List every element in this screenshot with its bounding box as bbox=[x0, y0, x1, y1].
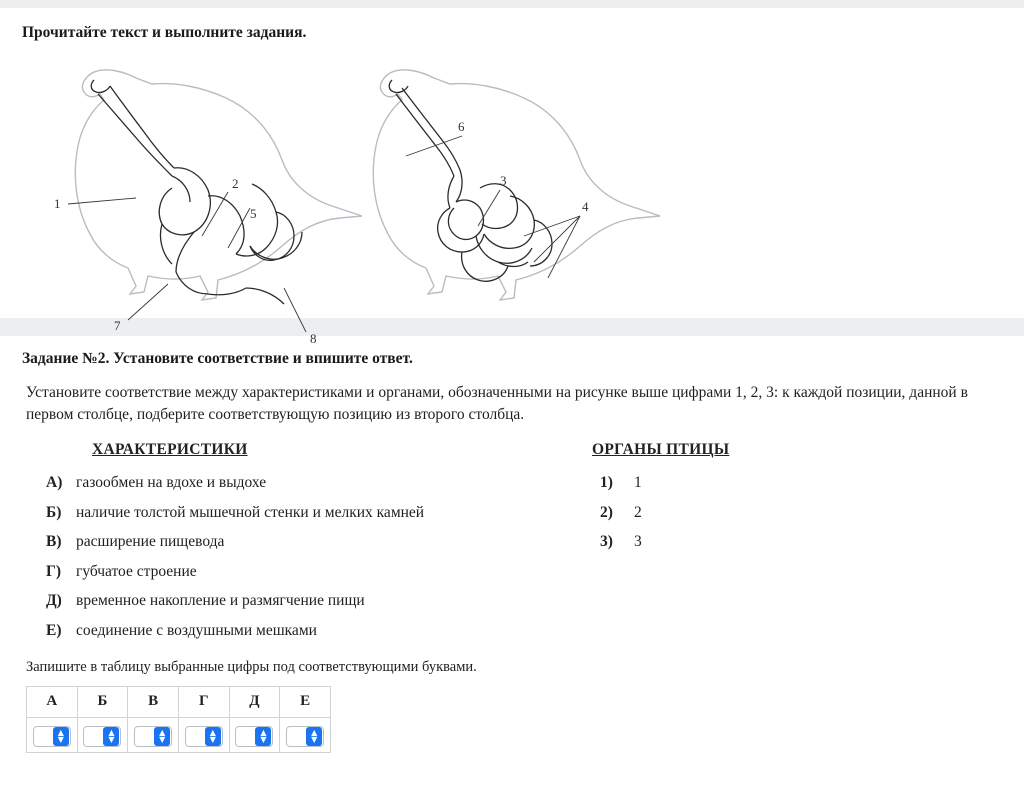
answer-stepper-v[interactable] bbox=[134, 726, 172, 747]
stepper-arrows-icon[interactable]: ▲ ▼ bbox=[205, 727, 221, 746]
task2-title: Задание №2. Установите соответствие и впишите ответ. bbox=[22, 350, 413, 367]
stepper-arrows-icon[interactable]: ▲ ▼ bbox=[154, 727, 170, 746]
figure-label-8: 8 bbox=[310, 331, 317, 346]
answer-stepper-a[interactable] bbox=[33, 726, 71, 747]
answer-header-b: Б bbox=[77, 686, 128, 717]
list-item bbox=[32, 528, 522, 558]
task1-block bbox=[0, 8, 1024, 346]
answer-cell-a bbox=[27, 717, 78, 752]
figure-label-3: 3 bbox=[500, 173, 507, 188]
organ-key-3: 3) bbox=[600, 533, 613, 551]
table-row bbox=[27, 717, 331, 752]
characteristic-text-b: наличие толстой мышечной стенки и мелких камней bbox=[76, 503, 425, 521]
answer-cell-d bbox=[229, 717, 280, 752]
organ-text-1: 1 bbox=[634, 473, 642, 491]
answer-stepper-d[interactable] bbox=[235, 726, 273, 747]
list-item bbox=[522, 499, 942, 529]
answer-cell-b bbox=[77, 717, 128, 752]
stepper-arrows-icon[interactable]: ▲ ▼ bbox=[103, 727, 119, 746]
organs-column bbox=[522, 441, 942, 647]
task2-instructions: Установите соответствие между характеристиками и органами, обозначенными на рисунке выше цифрами 1, 2, 3: к каждой позиции, данной в первом столбце, подберите соответствующую позицию из второго столбца. bbox=[26, 384, 968, 424]
list-item bbox=[32, 617, 522, 647]
answer-header-g: Г bbox=[178, 686, 229, 717]
answer-cell-e bbox=[280, 717, 331, 752]
stepper-arrows-icon[interactable]: ▲ ▼ bbox=[53, 727, 69, 746]
organ-key-1: 1) bbox=[600, 473, 613, 491]
characteristic-key-v: В) bbox=[46, 533, 62, 551]
task1-title: Прочитайте текст и выполните задания. bbox=[22, 24, 307, 41]
figure-label-5: 5 bbox=[250, 206, 257, 221]
organ-text-3: 3 bbox=[634, 533, 642, 551]
characteristic-key-b: Б) bbox=[46, 503, 62, 521]
bird-organs-figure bbox=[22, 48, 1002, 346]
answer-stepper-g[interactable] bbox=[185, 726, 223, 747]
characteristic-text-g: губчатое строение bbox=[76, 562, 197, 580]
characteristic-key-a: А) bbox=[46, 473, 63, 491]
stepper-arrows-icon[interactable]: ▲ ▼ bbox=[306, 727, 322, 746]
list-item bbox=[32, 469, 522, 499]
organs-header: ОРГАНЫ ПТИЦЫ bbox=[592, 440, 730, 458]
answer-cell-v bbox=[128, 717, 179, 752]
characteristic-text-v: расширение пищевода bbox=[76, 533, 225, 551]
answer-cell-g bbox=[178, 717, 229, 752]
matching-columns bbox=[22, 435, 1002, 647]
stepper-arrows-icon[interactable]: ▲ ▼ bbox=[255, 727, 271, 746]
characteristic-key-g: Г) bbox=[46, 562, 62, 580]
characteristic-text-d: временное накопление и размягчение пищи bbox=[76, 592, 365, 610]
answer-header-v: В bbox=[128, 686, 179, 717]
list-item bbox=[522, 469, 942, 499]
answer-table bbox=[26, 686, 331, 753]
list-item bbox=[32, 558, 522, 588]
answer-header-d: Д bbox=[229, 686, 280, 717]
organ-key-2: 2) bbox=[600, 503, 613, 521]
section-divider bbox=[0, 318, 1024, 336]
list-item bbox=[32, 499, 522, 529]
answer-table-header-row bbox=[27, 686, 331, 717]
top-spacer bbox=[0, 0, 1024, 8]
figure-label-1: 1 bbox=[54, 196, 61, 211]
figure-label-4: 4 bbox=[582, 199, 589, 214]
characteristics-column bbox=[22, 441, 522, 647]
answer-header-e: Е bbox=[280, 686, 331, 717]
characteristic-text-e: соединение с воздушными мешками bbox=[76, 621, 317, 639]
answer-note: Запишите в таблицу выбранные цифры под соответствующими буквами. bbox=[26, 658, 477, 675]
figure-label-7: 7 bbox=[114, 318, 121, 333]
figure-label-2: 2 bbox=[232, 176, 239, 191]
list-item bbox=[522, 528, 942, 558]
characteristic-key-e: Е) bbox=[46, 621, 62, 639]
characteristics-header: ХАРАКТЕРИСТИКИ bbox=[92, 440, 248, 458]
organ-text-2: 2 bbox=[634, 503, 642, 521]
answer-stepper-b[interactable] bbox=[83, 726, 121, 747]
task2-block bbox=[0, 336, 1024, 753]
characteristic-key-d: Д) bbox=[46, 592, 62, 610]
figure-label-6: 6 bbox=[458, 119, 465, 134]
characteristic-text-a: газообмен на вдохе и выдохе bbox=[76, 473, 267, 491]
answer-stepper-e[interactable] bbox=[286, 726, 324, 747]
answer-header-a: А bbox=[27, 686, 78, 717]
list-item bbox=[32, 587, 522, 617]
